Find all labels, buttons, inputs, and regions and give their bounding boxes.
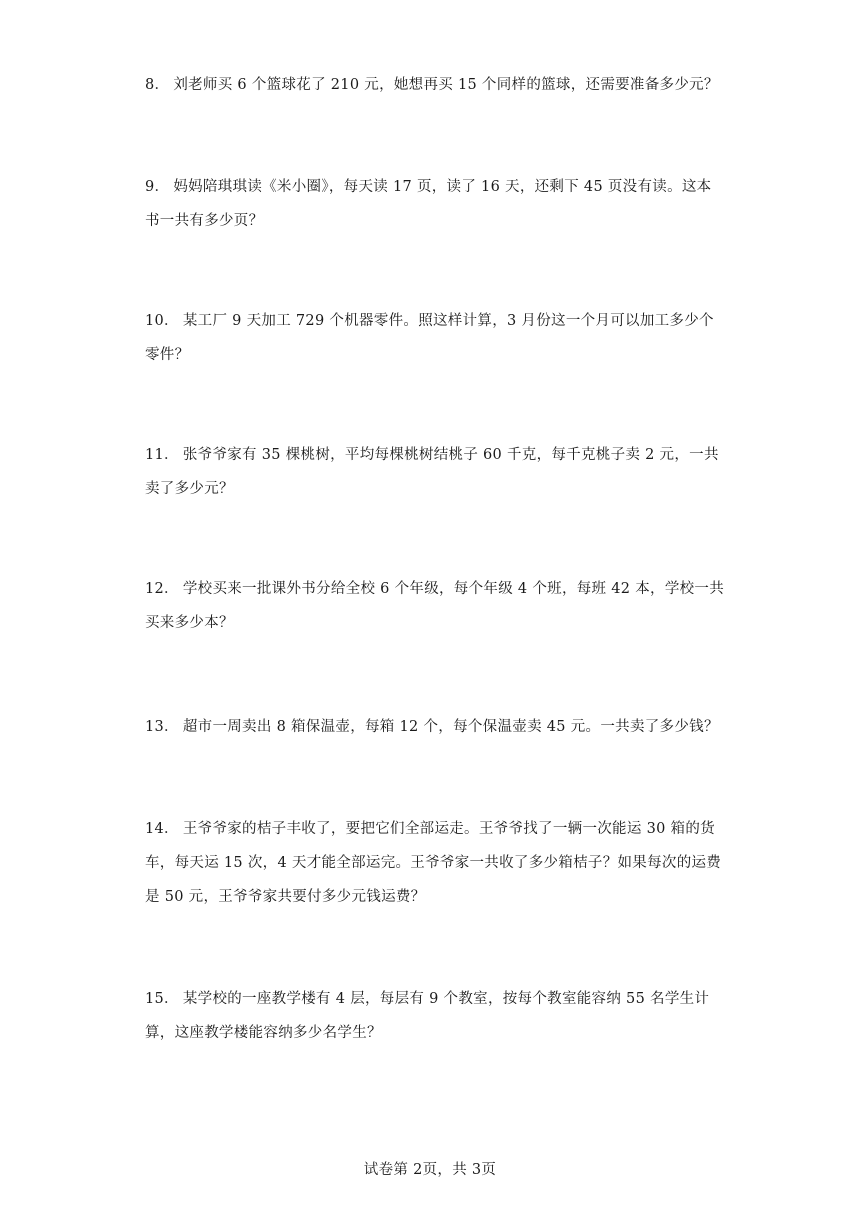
- question-number: 13．: [145, 719, 179, 735]
- question-text: 张爷爷家有 35 棵桃树，平均每棵桃树结桃子 60 千克，每千克桃子卖 2 元，一共卖了多少元？: [145, 447, 719, 497]
- question-9: [145, 170, 725, 238]
- question-number: 12．: [145, 581, 179, 597]
- page-footer: 试卷第 2页，共 3页: [363, 1162, 497, 1178]
- question-number: 14．: [145, 821, 179, 837]
- question-10: [145, 304, 725, 372]
- question-number: 11．: [145, 447, 179, 463]
- question-text: 超市一周卖出 8 箱保温壶，每箱 12 个，每个保温壶卖 45 元。一共卖了多少钱？: [182, 719, 719, 735]
- question-text: 某学校的一座教学楼有 4 层，每层有 9 个教室，按每个教室能容纳 55 名学生计算，这座教学楼能容纳多少名学生？: [145, 991, 710, 1041]
- question-number: 9．: [145, 179, 170, 195]
- question-text: 妈妈陪琪琪读《米小圈》，每天读 17 页，读了 16 天，还剩下 45 页没有读。这本书一共有多少页？: [145, 179, 712, 229]
- question-text: 某工厂 9 天加工 729 个机器零件。照这样计算，3 月份这一个月可以加工多少个零件？: [145, 313, 714, 363]
- question-15: [145, 982, 725, 1050]
- question-number: 15．: [145, 991, 179, 1007]
- question-11: [145, 438, 725, 506]
- question-number: 8．: [145, 77, 170, 93]
- question-8: [145, 68, 725, 102]
- question-14: [145, 812, 725, 914]
- question-13: [145, 710, 725, 744]
- question-number: 10．: [145, 313, 179, 329]
- question-text: 王爷爷家的桔子丰收了，要把它们全部运走。王爷爷找了一辆一次能运 30 箱的货车，每天运 15 次，4 天才能全部运完。王爷爷家一共收了多少箱桔子？如果每次的运费是 50 元，王爷爷家共要付多少元钱运费？: [145, 821, 722, 905]
- question-12: [145, 572, 725, 640]
- question-text: 学校买来一批课外书分给全校 6 个年级，每个年级 4 个班，每班 42 本，学校一共买来多少本？: [145, 581, 725, 631]
- question-text: 刘老师买 6 个篮球花了 210 元，她想再买 15 个同样的篮球，还需要准备多少元？: [173, 77, 719, 93]
